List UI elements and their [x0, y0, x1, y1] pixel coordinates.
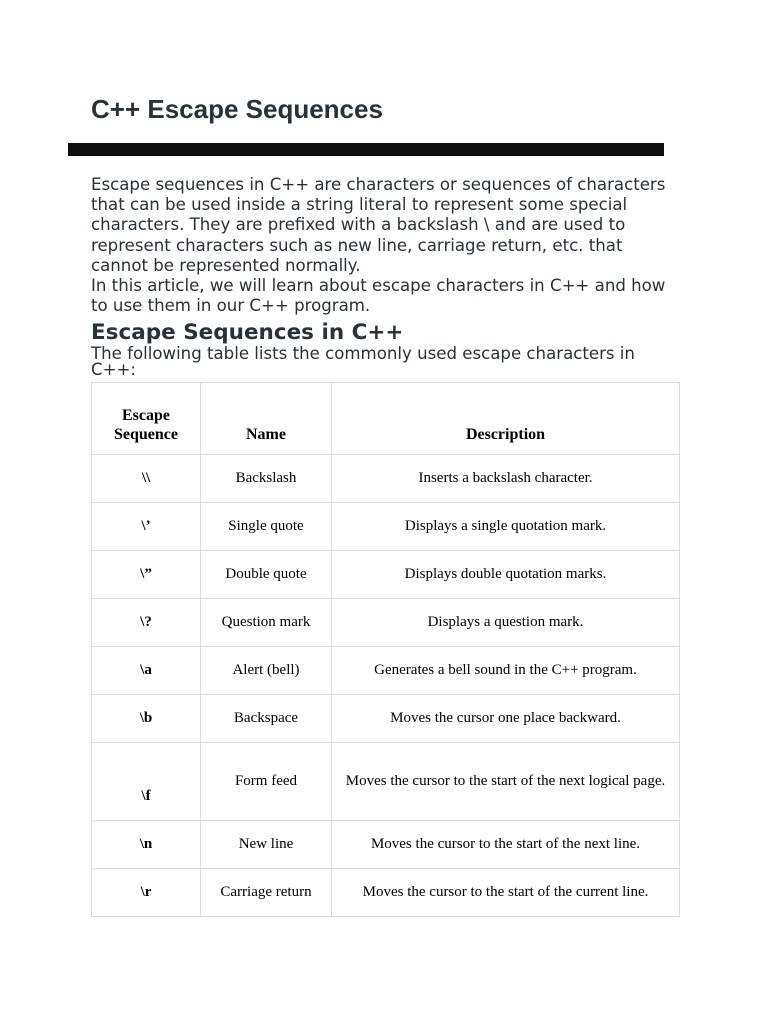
table-row: [92, 599, 680, 647]
cell-name: Carriage return: [201, 869, 332, 917]
cell-name: Double quote: [201, 551, 332, 599]
cell-description: Moves the cursor to the start of the current line.: [332, 869, 680, 917]
cell-sequence: \?: [92, 599, 201, 647]
cell-description: Moves the cursor to the start of the next logical page.: [332, 743, 680, 821]
table-row: [92, 551, 680, 599]
cell-name: New line: [201, 821, 332, 869]
article-body: [91, 175, 683, 917]
cell-name: Single quote: [201, 503, 332, 551]
page-title: C++ Escape Sequences: [91, 94, 383, 124]
header-name: Name: [201, 383, 332, 455]
escape-sequence-table: [91, 382, 680, 917]
cell-sequence: \a: [92, 647, 201, 695]
header-description: Description: [332, 383, 680, 455]
cell-name: Form feed: [201, 743, 332, 821]
title-divider: [68, 143, 664, 156]
intro-paragraph-1: Escape sequences in C++ are characters or sequences of characters that can be used inside a string literal to represent some special characters. They are prefixed with a backslash \ and are used to represent characters such as new line, carriage return, etc. that cannot be represented normally.: [91, 175, 666, 275]
section-heading: Escape Sequences in C++: [91, 320, 404, 346]
table-lead-text: The following table lists the commonly used escape characters in C++:: [91, 344, 635, 380]
cell-description: Displays double quotation marks.: [332, 551, 680, 599]
cell-sequence: \f: [92, 743, 201, 821]
cell-name: Alert (bell): [201, 647, 332, 695]
cell-description: Moves the cursor to the start of the next line.: [332, 821, 680, 869]
cell-description: Displays a question mark.: [332, 599, 680, 647]
cell-description: Moves the cursor one place backward.: [332, 695, 680, 743]
header-escape-sequence: Escape Sequence: [92, 383, 201, 455]
table-row: [92, 821, 680, 869]
cell-sequence: \’: [92, 503, 201, 551]
table-header-row: [92, 383, 680, 455]
cell-name: Backspace: [201, 695, 332, 743]
cell-sequence: \\: [92, 455, 201, 503]
cell-sequence: \n: [92, 821, 201, 869]
table-row: [92, 695, 680, 743]
cell-description: Inserts a backslash character.: [332, 455, 680, 503]
table-row: [92, 743, 680, 821]
cell-name: Question mark: [201, 599, 332, 647]
intro-paragraph-2: In this article, we will learn about escape characters in C++ and how to use them in our C++ program.: [91, 276, 666, 316]
table-row: [92, 869, 680, 917]
intro-text: [91, 175, 683, 316]
cell-sequence: \r: [92, 869, 201, 917]
cell-sequence: \b: [92, 695, 201, 743]
cell-name: Backslash: [201, 455, 332, 503]
cell-description: Generates a bell sound in the C++ program.: [332, 647, 680, 695]
table-row: [92, 455, 680, 503]
table-row: [92, 647, 680, 695]
table-row: [92, 503, 680, 551]
cell-description: Displays a single quotation mark.: [332, 503, 680, 551]
cell-sequence: \”: [92, 551, 201, 599]
